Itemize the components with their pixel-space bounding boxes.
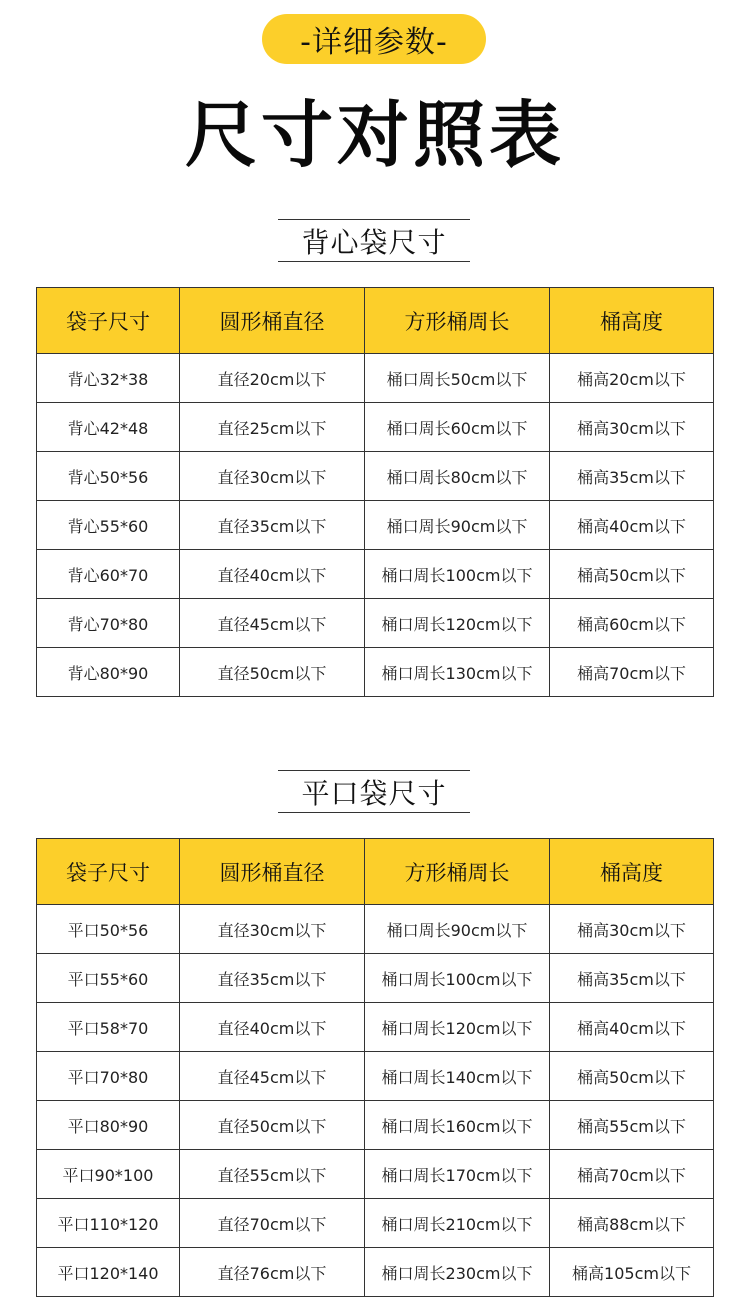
cell-perimeter: 桶口周长160cm以下 [365, 1101, 550, 1150]
cell-perimeter: 桶口周长120cm以下 [365, 599, 550, 648]
table-row [37, 1248, 714, 1297]
cell-diameter: 直径35cm以下 [180, 954, 365, 1003]
cell-diameter: 直径40cm以下 [180, 550, 365, 599]
cell-height: 桶高35cm以下 [550, 452, 714, 501]
header-square-perimeter: 方形桶周长 [365, 839, 550, 905]
cell-bag-size: 背心60*70 [37, 550, 180, 599]
cell-diameter: 直径20cm以下 [180, 354, 365, 403]
table-header-row [37, 839, 714, 905]
cell-diameter: 直径50cm以下 [180, 648, 365, 697]
cell-bag-size: 背心42*48 [37, 403, 180, 452]
cell-bag-size: 平口110*120 [37, 1199, 180, 1248]
cell-height: 桶高30cm以下 [550, 403, 714, 452]
cell-height: 桶高50cm以下 [550, 550, 714, 599]
cell-perimeter: 桶口周长50cm以下 [365, 354, 550, 403]
cell-bag-size: 平口80*90 [37, 1101, 180, 1150]
cell-height: 桶高55cm以下 [550, 1101, 714, 1150]
cell-perimeter: 桶口周长230cm以下 [365, 1248, 550, 1297]
cell-diameter: 直径40cm以下 [180, 1003, 365, 1052]
table-row [37, 648, 714, 697]
cell-bag-size: 平口120*140 [37, 1248, 180, 1297]
cell-bag-size: 平口90*100 [37, 1150, 180, 1199]
header-bag-size: 袋子尺寸 [37, 839, 180, 905]
cell-perimeter: 桶口周长140cm以下 [365, 1052, 550, 1101]
cell-perimeter: 桶口周长100cm以下 [365, 550, 550, 599]
table-row [37, 1052, 714, 1101]
cell-bag-size: 平口70*80 [37, 1052, 180, 1101]
cell-height: 桶高60cm以下 [550, 599, 714, 648]
cell-diameter: 直径76cm以下 [180, 1248, 365, 1297]
cell-height: 桶高105cm以下 [550, 1248, 714, 1297]
table-row [37, 599, 714, 648]
cell-diameter: 直径70cm以下 [180, 1199, 365, 1248]
cell-bag-size: 平口58*70 [37, 1003, 180, 1052]
header-bag-size: 袋子尺寸 [37, 288, 180, 354]
cell-height: 桶高20cm以下 [550, 354, 714, 403]
table-row [37, 1199, 714, 1248]
cell-height: 桶高30cm以下 [550, 905, 714, 954]
flat-bag-section-label: 平口袋尺寸 [301, 776, 447, 810]
header-bucket-height: 桶高度 [550, 839, 714, 905]
table-row [37, 501, 714, 550]
table-row [37, 452, 714, 501]
vest-bag-size-table [36, 287, 714, 697]
table-row [37, 1101, 714, 1150]
cell-bag-size: 背心80*90 [37, 648, 180, 697]
cell-perimeter: 桶口周长210cm以下 [365, 1199, 550, 1248]
cell-height: 桶高70cm以下 [550, 1150, 714, 1199]
cell-perimeter: 桶口周长130cm以下 [365, 648, 550, 697]
table-row [37, 905, 714, 954]
cell-perimeter: 桶口周长90cm以下 [365, 905, 550, 954]
flat-bag-size-table [36, 838, 714, 1297]
cell-bag-size: 背心55*60 [37, 501, 180, 550]
vest-bag-section-label: 背心袋尺寸 [301, 225, 447, 259]
cell-height: 桶高40cm以下 [550, 1003, 714, 1052]
cell-diameter: 直径50cm以下 [180, 1101, 365, 1150]
cell-perimeter: 桶口周长100cm以下 [365, 954, 550, 1003]
cell-diameter: 直径35cm以下 [180, 501, 365, 550]
cell-bag-size: 背心32*38 [37, 354, 180, 403]
cell-perimeter: 桶口周长60cm以下 [365, 403, 550, 452]
cell-perimeter: 桶口周长120cm以下 [365, 1003, 550, 1052]
cell-bag-size: 平口50*56 [37, 905, 180, 954]
flat-bag-section-title [278, 770, 470, 813]
table-row [37, 403, 714, 452]
cell-height: 桶高70cm以下 [550, 648, 714, 697]
cell-diameter: 直径45cm以下 [180, 599, 365, 648]
cell-bag-size: 背心70*80 [37, 599, 180, 648]
header-square-perimeter: 方形桶周长 [365, 288, 550, 354]
table-row [37, 954, 714, 1003]
cell-diameter: 直径30cm以下 [180, 905, 365, 954]
section-badge [262, 14, 486, 64]
cell-height: 桶高50cm以下 [550, 1052, 714, 1101]
table-header-row [37, 288, 714, 354]
header-bucket-height: 桶高度 [550, 288, 714, 354]
cell-diameter: 直径30cm以下 [180, 452, 365, 501]
header-round-diameter: 圆形桶直径 [180, 288, 365, 354]
cell-diameter: 直径45cm以下 [180, 1052, 365, 1101]
section-badge-label: -详细参数- [300, 25, 448, 60]
vest-bag-section-title [278, 219, 470, 262]
page-title: 尺寸对照表 [184, 93, 565, 177]
table-row [37, 1003, 714, 1052]
cell-height: 桶高35cm以下 [550, 954, 714, 1003]
cell-diameter: 直径25cm以下 [180, 403, 365, 452]
cell-perimeter: 桶口周长170cm以下 [365, 1150, 550, 1199]
cell-height: 桶高40cm以下 [550, 501, 714, 550]
header-round-diameter: 圆形桶直径 [180, 839, 365, 905]
table-row [37, 550, 714, 599]
cell-diameter: 直径55cm以下 [180, 1150, 365, 1199]
table-row [37, 354, 714, 403]
cell-perimeter: 桶口周长80cm以下 [365, 452, 550, 501]
cell-bag-size: 平口55*60 [37, 954, 180, 1003]
cell-height: 桶高88cm以下 [550, 1199, 714, 1248]
cell-perimeter: 桶口周长90cm以下 [365, 501, 550, 550]
table-row [37, 1150, 714, 1199]
cell-bag-size: 背心50*56 [37, 452, 180, 501]
